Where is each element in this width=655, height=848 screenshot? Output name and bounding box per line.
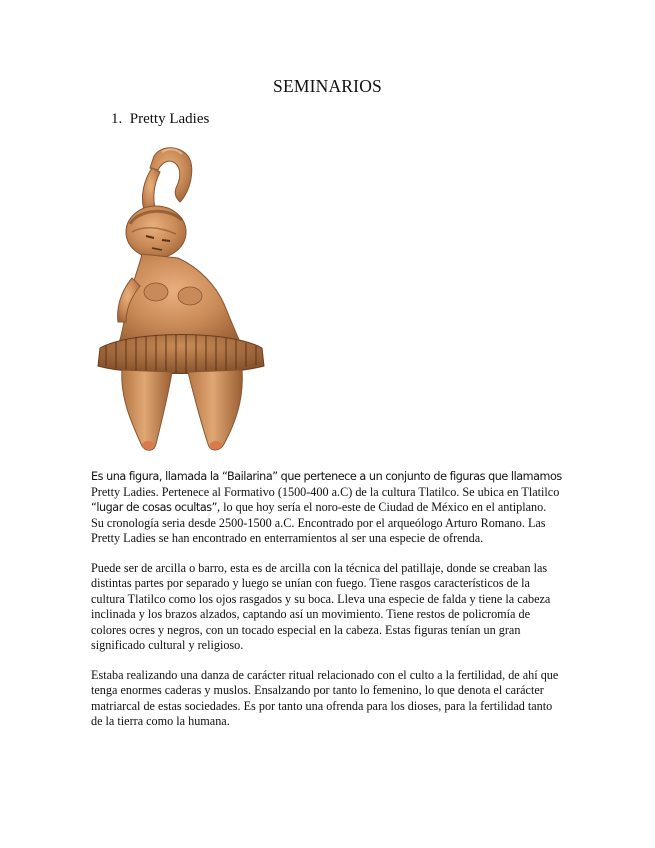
- section-heading: [111, 111, 209, 128]
- paragraph-1-text-b: , lo que hoy sería el noro-este de Ciudad de México en el antiplano. Su cronología seria desde 2500-1500 a.C. Encontrado por el arqueólogo Arturo Romano. Las Pretty Ladies se han encontrado en enterramientos al ser una especie de ofrenda.: [91, 500, 547, 545]
- paragraph-2: Puede ser de arcilla o barro, esta es de arcilla con la técnica del patillaje, donde se creaban las distintas partes por separado y luego se unían con fuego. Tiene rasgos característicos de la cultura Tlatilco como los ojos rasgados y su boca. Lleva una especie de falda y tiene la cabeza inclinada y los brazos alzados, captando así un movimiento. Tiene restos de policromía de colores ocres y negros, con un tocado especial en la cabeza. Estas figuras tenían un gran significado cultural y religioso.: [91, 560, 551, 652]
- paragraph-1-quote: “lugar de cosas ocultas”: [91, 501, 217, 514]
- paragraph-1-text-a: Pretty Ladies. Pertenece al Formativo (1500-400 a.C) de la cultura Tlatilco. Se ubica en Tlatilco: [91, 484, 560, 499]
- paragraph-3: Estaba realizando una danza de carácter ritual relacionado con el culto a la fertilidad, de ahí que tenga enormes caderas y muslos. Ensalzando por tanto lo femenino, lo que denota el carácter matriarcal de estas sociedades. Es por tanto una ofrenda para los dioses, para la fertilidad tanto de la tierra como la humana.: [91, 667, 559, 728]
- paragraph-1: [91, 469, 561, 547]
- paragraph-1-lead-line: Es una figura, llamada la “Bailarina” que pertenece a un conjunto de figuras que llamamos: [91, 470, 562, 483]
- figurine-photo: [92, 140, 270, 458]
- terracotta-figurine-icon: [92, 140, 270, 458]
- section-heading-text: Pretty Ladies: [129, 111, 210, 127]
- page-title: SEMINARIOS: [273, 76, 382, 96]
- section-number: 1.: [111, 111, 123, 127]
- body-text: [91, 469, 561, 744]
